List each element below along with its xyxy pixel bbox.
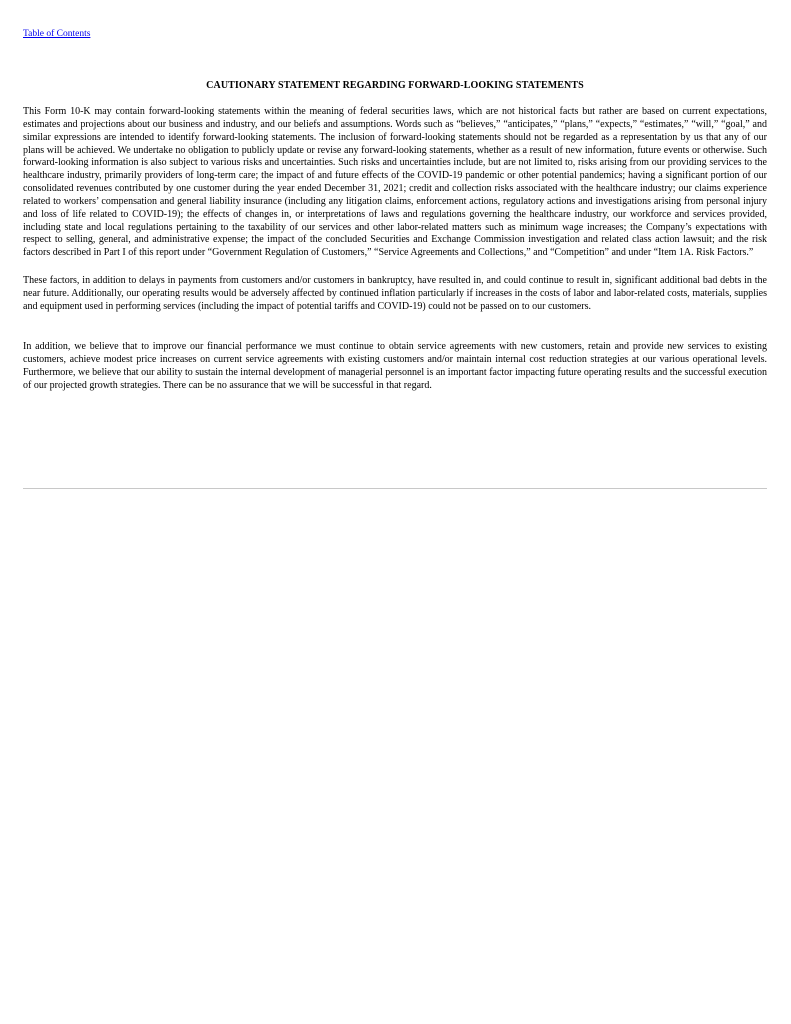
paragraph-bad-debts: These factors, in addition to delays in payments from customers and/or customers in bankruptcy, have resulted in, and could continue to result in, significant additional bad debts in the near future. Additionally, our operating results would be adversely affected by continued inflation particularly if increases in the costs of labor and labor-related costs, materials, supplies and equipment used in performing services (including the impact of potential tariffs and COVID-19) could not be passed on to our customers. — [23, 275, 767, 312]
table-of-contents-link[interactable]: Table of Contents — [23, 29, 91, 39]
paragraph-forward-looking: This Form 10-K may contain forward-looking statements within the meaning of federal securities laws, which are not historical facts but rather are based on current expectations, estimates and projections about our business and industry, and our beliefs and assumptions. Words such as “believes,” “anticipates,” “plans,” “expects,” “estimates,” “will,” “goal,” and similar expressions are intended to identify forward-looking statements. The inclusion of forward-looking statements should not be regarded as a representation by us that any of our plans will be achieved. We undertake no obligation to publicly update or revise any forward-looking statements, whether as a result of new information, future events or otherwise. Such forward-looking information is also subject to various risks and uncertainties. Such risks and uncertainties include, but are not limited to, risks arising from our providing services to the healthcare industry, primarily providers of long-term care; the impact of and future effects of the COVID-19 pandemic or other potential pandemics; having a significant portion of our consolidated revenues contributed by one customer during the year ended December 31, 2021; credit and collection risks associated with the healthcare industry; our claims experience related to workers’ compensation and general liability insurance (including any litigation claims, enforcement actions, regulatory actions and investigations arising from personal injury and loss of life related to COVID-19); the effects of changes in, or interpretations of laws and regulations governing the healthcare industry, our workforce and services provided, including state and local regulations pertaining to the taxability of our services and other labor-related matters such as minimum wage increases; the Company’s expectations with respect to selling, general, and administrative expense; the impact of the concluded Securities and Exchange Commission investigation and related class action lawsuit; and the risk factors described in Part I of this report under “Government Regulation of Customers,” “Service Agreements and Collections,” and “Competition” and under “Item 1A. Risk Factors.” — [23, 106, 767, 259]
paragraph-financial-performance: In addition, we believe that to improve our financial performance we must continue to obtain service agreements with new customers, retain and provide new services to existing customers, achieve modest price increases on current service agreements with existing customers and/or maintain internal cost reduction strategies at our various operational levels. Furthermore, we believe that our ability to sustain the internal development of managerial personnel is an important factor impacting future operating results and the successful execution of our projected growth strategies. There can be no assurance that we will be successful in that regard. — [23, 341, 767, 391]
section-title: CAUTIONARY STATEMENT REGARDING FORWARD-LOOKING STATEMENTS — [206, 80, 584, 91]
page-divider — [23, 488, 767, 489]
